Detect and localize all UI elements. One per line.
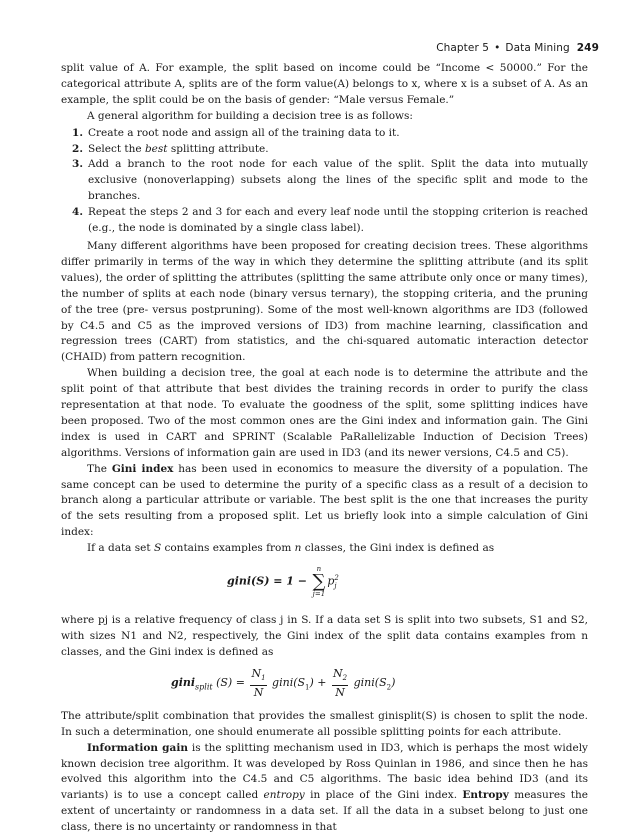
fraction-n2: $\frac{N_2}{N}$ [333,666,348,699]
fraction-n1: $\frac{N_1}{N}$ [251,666,266,699]
list-item [61,126,588,142]
step-text: Add a branch to the root node for each value of the split. Split the data into mutually exclusive (nonoverlapping) subsets along the lines of the specific split and mode to the branches. [88,158,588,203]
paragraph-1: split value of A. For example, the split based on income could be “Income < 50000.” For the categorical attribute A, splits are of the form value(A) belongs to x, where x is a subset of A. As an example, the split could be on the basis of gender: “Male versus Female.” [61,62,588,106]
paragraph-6: If a data set S contains examples from n classes, the Gini index is defined as [87,542,495,555]
paragraph-4: When building a decision tree, the goal at each node is to determine the attribute and the split point of that attribute that best divides the training records in order to purify the class representation at that node. To evaluate the goodness of the split, some splitting indices have been proposed. Two of the most common ones are the Gini index and information gain. The Gini index is used in CART and SPRINT (Scalable PaRallelizable Induction of Decision Trees) algorithms. Versions of information gain are used in ID3 (and its newer versions, C4.5 and C5). [61,367,588,459]
step-number: 3. [72,158,83,171]
page-number: 249 [576,42,599,54]
information-gain-term: Information gain [87,741,188,754]
header-bullet: • [494,42,501,54]
chapter-label: Chapter 5 [436,42,490,54]
paragraph-9: Information gain is the splitting mechanism used in ID3, which is perhaps the most widely known decision tree algorithm. It was developed by Ross Quinlan in 1986, and since then he has evolved this algorithm into the C4.5 and C5 algorithms. The basic idea behind ID3 (and its variants) is to use a concept called entropy in place of the Gini index. Entropy measures the extent of uncertainty or randomness in a data set. If all the data in a subset belong to just one class, there is no uncertainty or randomness in that [61,741,588,834]
body-text [61,61,588,836]
algorithm-steps [61,126,588,237]
paragraph-2: A general algorithm for building a decision tree is as follows: [87,109,413,122]
step-number: 1. [72,126,83,139]
step-text: Create a root node and assign all of the training data to it. [88,126,400,139]
running-header [436,42,599,54]
entropy-term: Entropy [462,789,509,802]
step-text: Select the best splitting attribute. [88,142,269,155]
paragraph-5: The Gini index has been used in economics to measure the diversity of a population. The same concept can be used to determine the purity of a specific class as a result of a decision to branch along a particular attribute or variable. The best split is the one that increases the purity of the sets resulting from a proposed split. Let us briefly look into a simple calculation of Gini index: [61,462,588,539]
eq1-lhs: gini(S) = 1 − [227,574,307,588]
list-item [61,142,588,158]
list-item [61,157,588,205]
paragraph-7: where pj is a relative frequency of class j in S. If a data set S is split into two subsets, S1 and S2, with sizes N1 and N2, respectively, the Gini index of the split data contains examples from n classes, and the Gini index is defined as [61,614,588,658]
step-number: 2. [72,142,83,155]
paragraph-3: Many different algorithms have been proposed for creating decision trees. These algorithms differ primarily in terms of the way in which they determine the splitting attribute (and its split values), the order of splitting the attributes (splitting the same attribute only once or many times), the number of splits at each node (binary versus ternary), the stopping criteria, and the pruning of the tree (pre- versus postpruning). Some of the most well-known algorithms are ID3 (followed by C4.5 and C5 as the improved versions of ID3) from machine learning, classification and regression trees (CART) from statistics, and the chi-squared automatic interaction detector (CHAID) from pattern recognition. [61,239,588,364]
paragraph-8: The attribute/split combination that provides the smallest ginisplit(S) is chosen to split the node. In such a determination, one should enumerate all possible splitting points for each attribute. [61,709,588,738]
gini-equation: gini(S) = 1 − n ∑ j=1 p 2 j [227,565,339,599]
section-label: Data Mining [505,42,570,54]
step-text: Repeat the steps 2 and 3 for each and every leaf node until the stopping criterion is reached (e.g., the node is dominated by a single class label). [88,206,588,235]
summation-symbol: n ∑ j=1 [312,565,326,599]
gini-split-equation: gini$_{split}$ (S) = $\frac{N_1}{N}$ $gini(S_1)$ + $\frac{N_2}{N}$ $gini(S_2)$ [171,666,396,699]
list-item [61,205,588,237]
step-number: 4. [72,206,83,219]
gini-index-term: Gini index [111,462,174,475]
